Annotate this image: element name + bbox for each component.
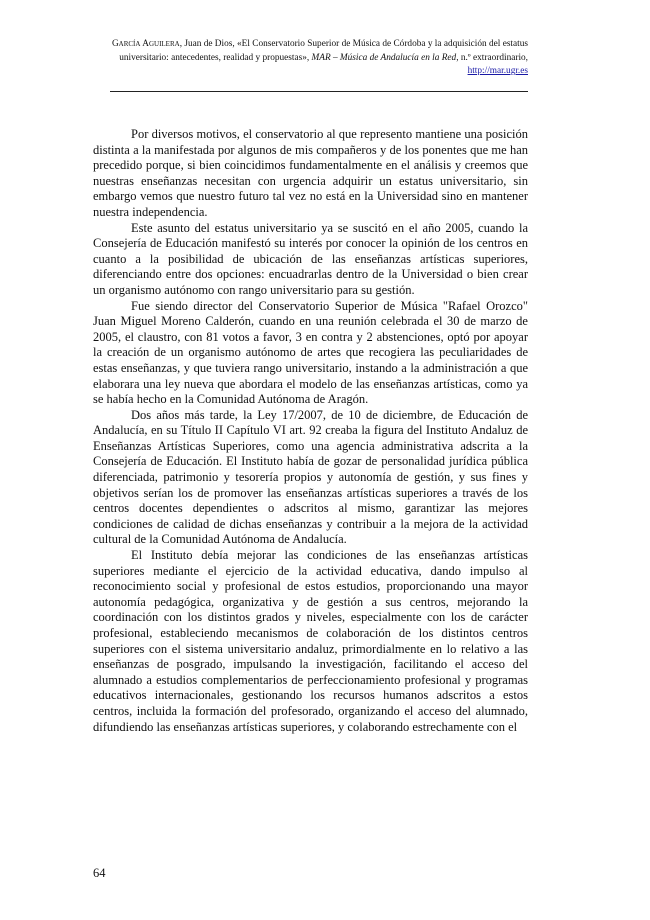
paragraph-2: Este asunto del estatus universitario ya se suscitó en el año 2005, cuando la Consejería de Educación manifestó su interés por conocer la opinión de los centros en cuanto a la posibilidad de ubicación de las enseñanzas artísticas superiores, diferenciando entre dos opciones: encuadrarlas dentro de la Universidad o bien crear un organismo autónomo con rango universitario para su gestión.	[93, 220, 528, 297]
header-author: García Aguilera	[111, 39, 180, 49]
paragraph-4: Dos años más tarde, la Ley 17/2007, de 10 de diciembre, de Educación de Andalucía, en su Título II Capítulo VI art. 92 creaba la figura del Instituto Andaluz de Enseñanzas Artísticas Superiores, como una agencia administrativa adscrita a la Consejería de Educación. El Instituto había de gozar de personalidad jurídica pública diferenciada, patrimonio y tesorería propios y autonomía de gestión, y sus fines y objetivos serían los de promover las enseñanzas artísticas superiores a través de los centros docentes dependientes o adscritos al mismo, garantizar las mejores condiciones de calidad de dichas enseñanzas y contribuir a la mejora de la actividad cultural de la Comunidad Autónoma de Andalucía.	[93, 407, 528, 547]
paragraph-1: Por diversos motivos, el conservatorio al que represento mantiene una posición distinta a la manifestada por algunos de mis compañeros y de los ponentes que me han precedido porque, si bien coincidimos fundamentalmente en el análisis y creemos que nuestras enseñanzas necesitan con urgencia adquirir un estatus universitario, sin embargo vemos que nuestro futuro tal vez no está en la Universidad sino en mantener nuestra independencia.	[93, 127, 528, 219]
header-citation: , Juan de Dios, «El Conservatorio Superior de Música de Córdoba y la adquisición del estatus universitario: antecedentes, realidad y propuestas»,	[119, 39, 528, 63]
paragraph-5: El Instituto debía mejorar las condiciones de las enseñanzas artísticas superiores mediante el ejercicio de la actividad educativa, dando impulso al reconocimiento social y profesional de estos estudios, proporcionando una mayor autonomía pedagógica, organizativa y de gestión a sus centros, mejorando la coordinación con los distintos grados y niveles, especialmente con los de carácter profesional, estableciendo mecanismos de colaboración de los distintos centros superiores con el sistema universitario andaluz, primordialmente en lo relativo a las enseñanzas de posgrado, impulsando la investigación, facilitando el acceso del alumnado a estudios complementarios de perfeccionamiento profesional y programas educativos internacionales, gestionando los recursos humanos adscritos a estos centros, incluida la formación del profesorado, organizando el acceso del alumnado, difundiendo las enseñanzas artísticas superiores, y colaborando estrechamente con el	[93, 548, 528, 734]
paragraph-3: Fue siendo director del Conservatorio Superior de Música "Rafael Orozco" Juan Miguel Moreno Calderón, cuando en una reunión celebrada el 30 de marzo de 2005, el claustro, con 81 votos a favor, 3 en contra y 2 abstenciones, optó por apoyar la creación de un organismo autónomo de artes que recogiera las peculiaridades de estas enseñanzas, y que tuviera rango universitario, instando a la administración a que elaborara una ley nueva que abordara el modelo de las enseñanzas artísticas, como ya se había hecho en la Comunidad Autónoma de Aragón.	[93, 298, 528, 407]
header-journal: MAR – Música de Andalucía en la Red	[311, 52, 457, 63]
body-text	[93, 127, 528, 735]
header-divider	[110, 91, 528, 92]
page-number: 64	[93, 866, 106, 880]
header-url-link[interactable]: http://mar.ugr.es	[467, 66, 528, 76]
header-issue: , n.º extraordinario,	[456, 52, 528, 63]
running-header	[110, 38, 528, 79]
